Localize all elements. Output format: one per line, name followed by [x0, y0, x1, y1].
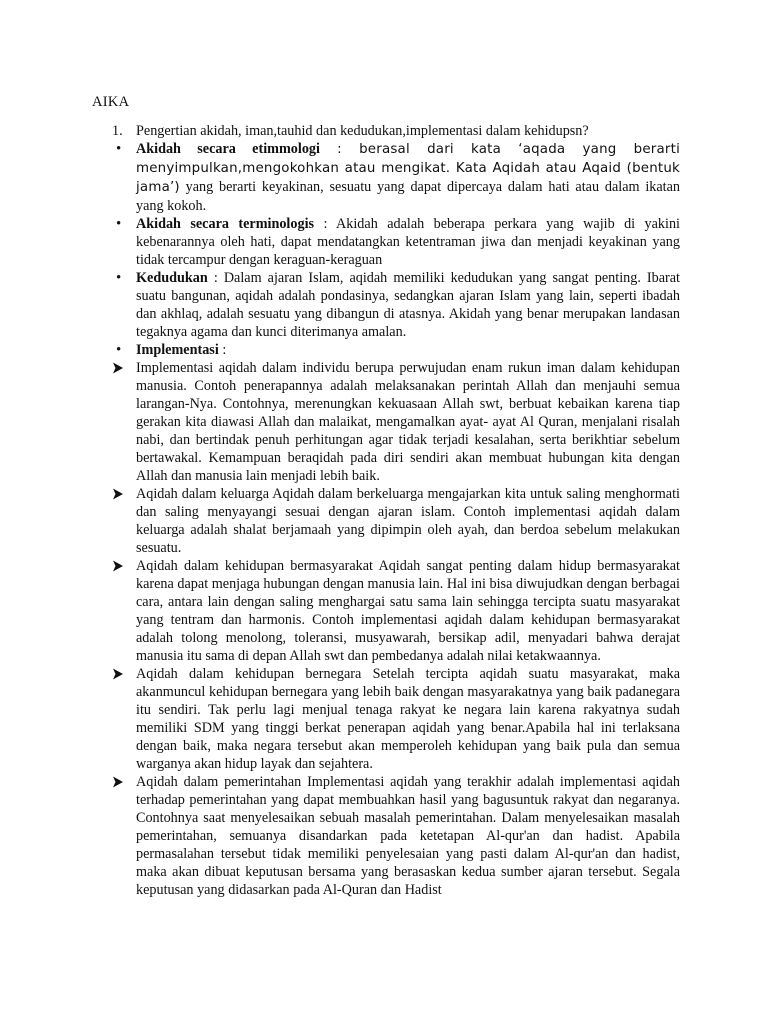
arrow-item-text: Aqidah dalam kehidupan bermasyarakat Aqidah sangat penting dalam hidup bermasyarakat karena dapat menjaga hubungan dengan manusia lain. Hal ini bisa diwujudkan dengan berbagai cara, antara lain dengan saling menghargai satu sama lain sehingga tercipta suatu masyarakat yang tentram dan harmonis. Contoh implementasi aqidah dalam kehidupan bermasyarakat adalah tolong menolong, toleransi, musyawarah, bersikap adil, menyadari bahwa derajat manusia itu sama di depan Allah swt dan pembedanya adalah nilai ketakwaannya. — [136, 558, 680, 664]
bullet-separator: : — [207, 270, 224, 286]
arrow-bullet-icon — [112, 362, 126, 374]
arrow-bullet-icon — [112, 488, 126, 500]
arrow-bullet-icon — [112, 560, 126, 572]
arrow-bullet-icon — [112, 776, 126, 788]
bullet-icon: • — [116, 141, 122, 157]
arrow-item-text: Aqidah dalam kehidupan bernegara Setelah tercipta aqidah suatu masyarakat, maka akanmuncul kehidupan bernegara yang lebih baik dengan masyarakatnya yang baik padanegara itu sendiri. Tak perlu lagi menjual tenaga rakyat ke negara lain karena rakyatnya sudah memiliki SDM yang tinggi berkat penerapan aqidah yang benar.Apabila hal ini terlaksana dengan baik, maka negara tersebut akan memperoleh kehidupan yang baik pula dan semua warganya akan hidup layak dan sejahtera. — [136, 666, 680, 772]
bullet-term: Akidah secara etimmologi — [136, 141, 320, 157]
bullet-text: Akidah adalah beberapa perkara yang wajib di yakini kebenarannya oleh hati, dapat mendatangkan ketentraman jiwa dan menjadi keyakinan yang tidak tercampur dengan keraguan-keraguan — [136, 216, 680, 268]
arrow-item-bernegara — [100, 665, 680, 773]
arrow-item-pemerintahan — [100, 773, 680, 899]
bullet-icon: • — [116, 270, 122, 286]
bullet-text-sans: berasal dari kata ‘aqada yang berarti menyimpulkan,mengokohkan atau mengikat. Kata Aqidah atau Aqaid (bentuk jama’) — [136, 142, 680, 195]
bullet-separator: : — [314, 216, 337, 232]
bullet-item-kedudukan — [100, 269, 680, 341]
bullet-separator: : — [218, 342, 227, 358]
document-body — [100, 122, 680, 899]
arrow-item-text: Aqidah dalam keluarga Aqidah dalam berkeluarga mengajarkan kita untuk saling menghormati dan saling menyayangi sesuai dengan ajaran islam. Contoh implementasi aqidah dalam keluarga adalah shalat berjamaah yang dipimpin oleh ayah, dan berdoa sebelum melakukan sesuatu. — [136, 486, 680, 556]
bullet-item-implementasi — [100, 341, 680, 359]
bullet-term: Kedudukan — [136, 270, 208, 286]
arrow-item-text: Implementasi aqidah dalam individu berupa perwujudan enam rukun iman dalam kehidupan manusia. Contoh penerapannya adalah melaksanakan perintah Allah dan menjauhi semua larangan-Nya. Contohnya, merenungkan kekuasaan Allah swt, berbuat kebaikan karena tiap gerakan kita diawasi Allah dan malaikat, mengamalkan ayat- ayat Al Quran, menjalani risalah nabi, dan bertindak penuh perhitungan agar tidak terjadi kesalahan, serta berikhtiar sebelum bertawakal. Kemampuan beraqidah pada diri sendiri akan membuat hubungan kita dengan Allah dan manusia lain menjadi lebih baik. — [136, 360, 680, 484]
bullet-text: Dalam ajaran Islam, aqidah memiliki kedudukan yang sangat penting. Ibarat suatu bangunan, aqidah adalah pondasinya, sedangkan ajaran Islam yang lain, seperti ibadah dan akhlaq, adalah sesuatu yang dibangun di atasnya. Akidah yang benar merupakan landasan tegaknya agama dan kunci diterimanya amalan. — [136, 270, 680, 340]
question-number: 1. — [112, 123, 123, 139]
arrow-item-bermasyarakat — [100, 557, 680, 665]
bullet-icon: • — [116, 216, 122, 232]
document-title: AIKA — [92, 94, 130, 110]
bullet-term: Akidah secara terminologis — [136, 216, 315, 232]
bullet-separator: : — [319, 142, 360, 157]
question-text: Pengertian akidah, iman,tauhid dan kedudukan,implementasi dalam kehidupsn? — [136, 123, 589, 139]
arrow-item-keluarga — [100, 485, 680, 557]
bullet-item-terminologis — [100, 215, 680, 269]
arrow-item-individu — [100, 359, 680, 485]
bullet-icon: • — [116, 342, 122, 358]
arrow-bullet-icon — [112, 668, 126, 680]
question-item — [100, 122, 680, 140]
bullet-term: Implementasi — [136, 342, 219, 358]
arrow-item-text: Aqidah dalam pemerintahan Implementasi aqidah yang terakhir adalah implementasi aqidah terhadap pemerintahan yang dapat membuahkan hasil yang bagusuntuk rakyat dan negaranya. Contohnya saat menyelesaikan sebuah masalah pemerintahan. Dalam menyelesaikan masalah pemerintahan, semuanya disandarkan pada ketetapan Al-qur'an dan hadist. Apabila permasalahan tersebut tidak memiliki penyelesaian yang pasti dalam Al-qur'an dan hadist, maka akan dibuat keputusan bersama yang berasaskan kedua sumber ajaran tersebut. Segala keputusan yang didasarkan pada Al-Quran dan Hadist — [136, 774, 680, 898]
bullet-item-etimologi — [100, 140, 680, 215]
bullet-text: yang berarti keyakinan, sesuatu yang dapat dipercaya dalam hati atau dalam ikatan yang kokoh. — [136, 179, 680, 214]
